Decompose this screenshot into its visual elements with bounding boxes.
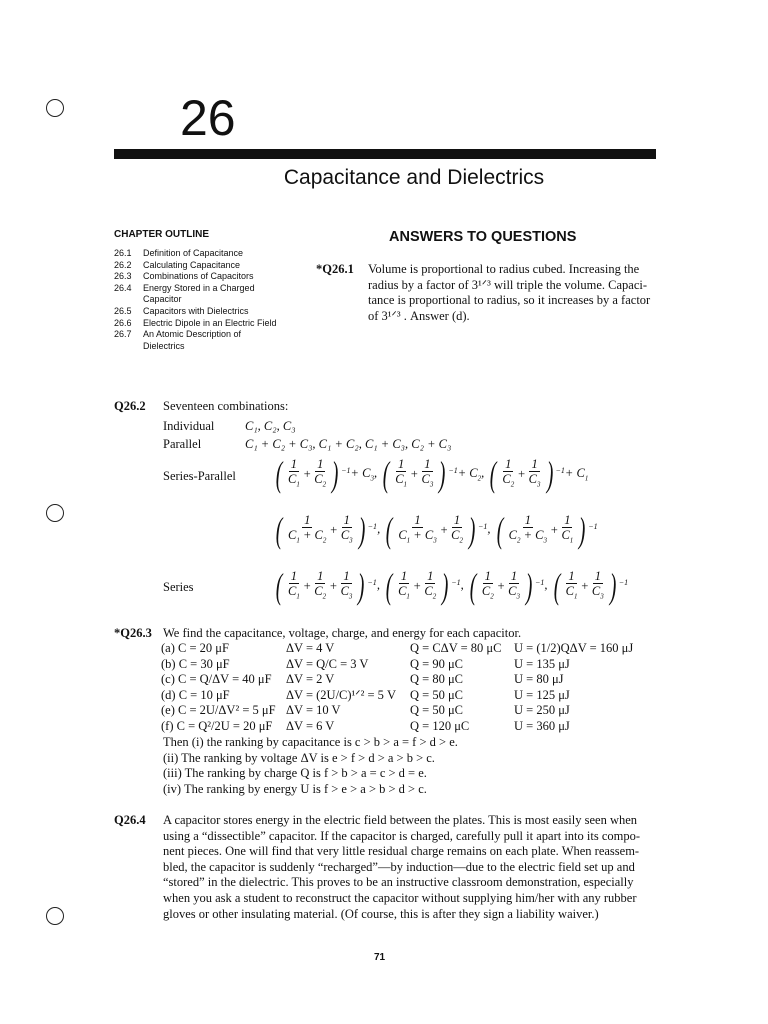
q2-series-parallel-label: Series-Parallel xyxy=(163,469,236,483)
table-row: (d) C = 10 μF ΔV = (2U/C)¹ᐟ² = 5 V Q = 50 μC U = 125 μJ xyxy=(161,687,570,702)
table-row: (b) C = 30 μF ΔV = Q/C = 3 V Q = 90 μC U = 135 μJ xyxy=(161,656,570,671)
outline-item: 26.5 Capacitors with Dielectrics xyxy=(114,305,249,316)
q3-table xyxy=(161,641,633,735)
table-row: (c) C = Q/ΔV = 40 μF ΔV = 2 V Q = 80 μC U = 80 μJ xyxy=(161,672,564,687)
outline-item: 26.2 Calculating Capacitance xyxy=(114,259,241,270)
series-formulas: ( $\frac{1}{C_1}$ + $\frac{1}{C_2}$ + $\frac{1}{C_3}$ ) −1 , ( $\frac{1}{C_1}$ + $\frac{1}{C_2}$ ) −1 , ( $\frac{1}{C_2}$ + $\frac{1}{C_3}$ ) −1 , ( $\frac{1}{C_1}$ + $\frac{1}{C_3}$ ) −1 xyxy=(275,566,629,606)
q2-individual-label: Individual xyxy=(163,419,215,433)
binder-hole-bottom xyxy=(46,907,64,925)
question-label-q4: Q26.4 xyxy=(114,813,146,827)
outline-item: 26.6 Electric Dipole in an Electric Field xyxy=(114,317,277,328)
chapter-outline-heading: CHAPTER OUTLINE xyxy=(114,229,209,240)
series-parallel-formulas-row2: ( $\frac{1}{C_1 + C_2}$ + $\frac{1}{C_3}$ ) −1 , ( $\frac{1}{C_1 + C_3}$ + $\frac{1}{C_2}$ ) −1 , ( $\frac{1}{C_2 + C_3}$ + $\frac{1}{C_1}$ ) −1 xyxy=(275,510,598,550)
binder-hole-middle xyxy=(46,504,64,522)
binder-hole-top xyxy=(46,99,64,117)
table-row: (f) C = Q²/2U = 20 μF ΔV = 6 V Q = 120 μC U = 360 μJ xyxy=(161,718,570,733)
series-parallel-formulas-row1: ( $\frac{1}{C_1}$ + $\frac{1}{C_2}$ ) −1 + $C_3$, ( $\frac{1}{C_1}$ + $\frac{1}{C_3}$ ) −1 + $C_2$, ( $\frac{1}{C_2}$ + $\frac{1}{C_3}$ ) −1 + $C_1$ xyxy=(275,454,589,494)
outline-item: 26.1 Definition of Capacitance xyxy=(114,248,244,258)
question-label-q2: Q26.2 xyxy=(114,399,146,413)
answers-heading: ANSWERS TO QUESTIONS xyxy=(389,229,577,245)
q2-intro: Seventeen combinations: xyxy=(163,399,289,413)
question-label-q1: *Q26.1 xyxy=(316,262,354,276)
answer-q4: A capacitor stores energy in the electric field between the plates. This is most easily seen when using a “dissectible” capacitor. If the capacitor is charged, carefully pull it apart into its compo- nent pieces. One will find that very little residual charge remains on each plate. When reassem- bled, the capacitor is suddenly “recharged”—by induction—due to the electric field set up and “stored” in the dielectric. This proves to be an instructive classroom demonstration, especially when you ask a student to reconstruct the capacitor without supplying him/her with any rubber gloves or other insulating material. (Of course, this is after they sign a liability waiver.) xyxy=(163,813,641,921)
chapter-number: 26 xyxy=(180,90,236,146)
question-label-q3: *Q26.3 xyxy=(114,626,152,640)
q2-parallel: C₁ + C₂ + C₃, C₁ + C₂, C₁ + C₃, C₂ + C₃ xyxy=(245,437,452,451)
chapter-outline xyxy=(114,248,314,352)
chapter-rule xyxy=(114,149,656,159)
q3-rankings: Then (i) the ranking by capacitance is c > b > a = f > d > e. (ii) The ranking by voltage ΔV is e > f > d > a > b > c. (iii) The ranking by charge Q is f > b > a = c > d = e. (iv) The ranking by energy U is f > e > a > b > d > c. xyxy=(163,735,458,796)
q2-individual: C₁, C₂, C₃ xyxy=(245,419,296,433)
table-row: (a) C = 20 μF ΔV = 4 V Q = CΔV = 80 μC U = (1/2)QΔV = 160 μJ xyxy=(161,641,634,655)
page-number: 71 xyxy=(374,952,386,963)
q3-intro: We find the capacitance, voltage, charge, and energy for each capacitor. xyxy=(163,626,522,640)
outline-item: 26.7 An Atomic Description of Dielectrics xyxy=(114,329,242,351)
answer-q1: Volume is proportional to radius cubed. Increasing the radius by a factor of 3¹ᐟ³ will triple the volume. Capaci- tance is proportional to radius, so it increases by a factor of 3¹ᐟ³ . Answer (d). xyxy=(368,262,651,323)
outline-item: 26.3 Combinations of Capacitors xyxy=(114,271,254,282)
outline-item: 26.4 Energy Stored in a Charged Capacitor xyxy=(114,282,255,305)
q2-parallel-label: Parallel xyxy=(163,437,202,451)
q2-series-label: Series xyxy=(163,580,194,594)
table-row: (e) C = 2U/ΔV² = 5 μF ΔV = 10 V Q = 50 μC U = 250 μJ xyxy=(161,703,570,718)
chapter-title: Capacitance and Dielectrics xyxy=(283,166,545,189)
